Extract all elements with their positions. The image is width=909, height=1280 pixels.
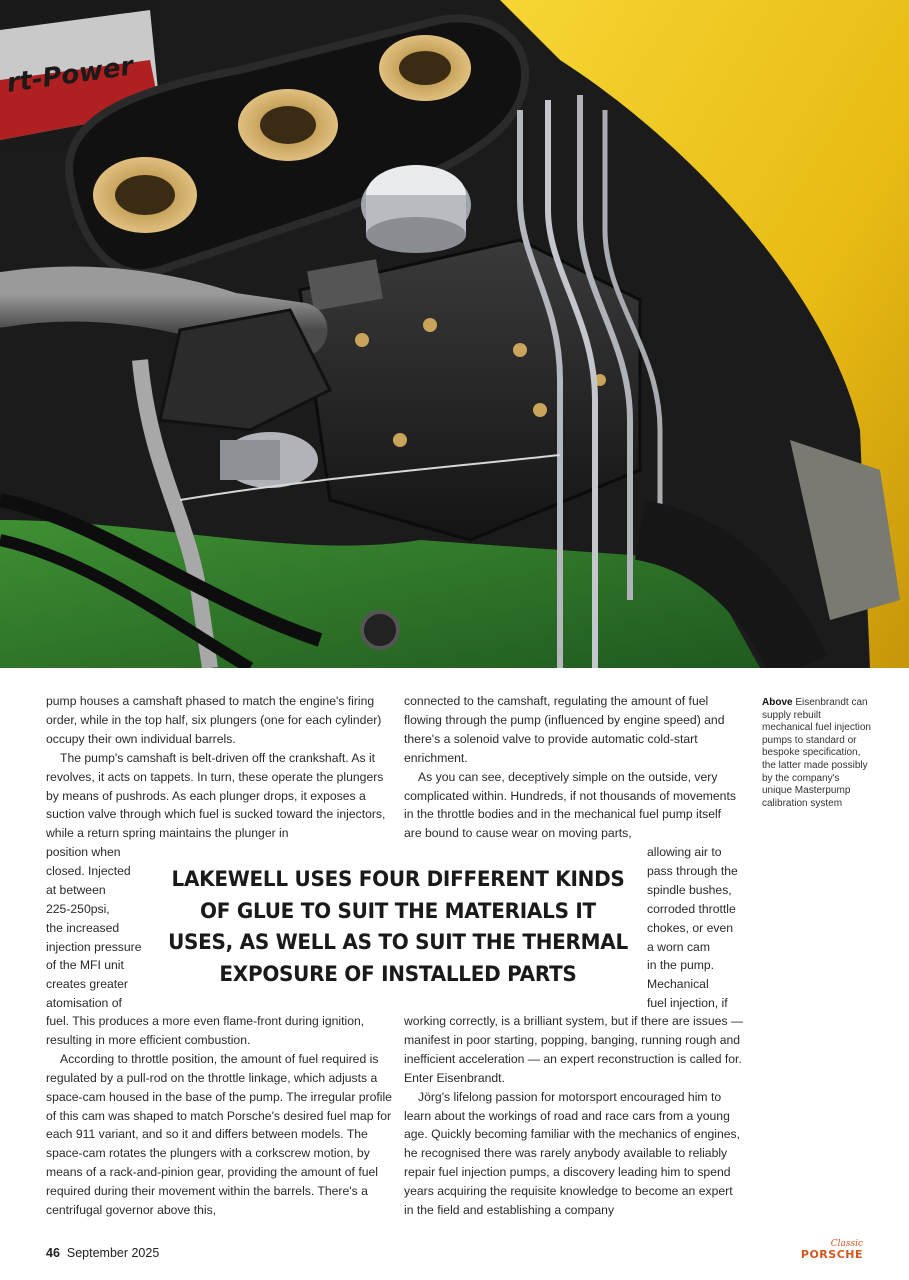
text-line: 225-250psi, <box>46 901 110 916</box>
paragraph: pump houses a camshaft phased to match the engine's firing order, while in the top half, six plungers (one for each cylinder) occupy their own individual barrels. <box>46 694 382 746</box>
body-column-right-wrap <box>647 843 747 1013</box>
paragraph: The pump's camshaft is belt-driven off the crankshaft. As it revolves, it acts on tappets. In turn, these operate the plungers by means of pushrods. As each plunger drops, it exposes a suction valve through which fuel is sucked toward the injectors, while a return spring maintains the plunger in <box>46 750 386 841</box>
page-footer <box>46 1246 159 1260</box>
text-line: allowing air to <box>647 845 722 859</box>
body-column-left-wrap <box>46 843 146 1013</box>
text-line: atomisation of <box>46 996 122 1011</box>
text-line: in the pump. <box>647 958 715 973</box>
text-line: the increased <box>46 920 120 935</box>
pull-quote: LAKEWELL USES FOUR DIFFERENT KINDS OF GLUE TO SUIT THE MATERIALS IT USES, AS WELL AS TO SUIT THE THERMAL EXPOSURE OF INSTALLED PARTS <box>168 867 628 987</box>
text-line: a worn cam <box>647 939 710 954</box>
text-line: Mechanical <box>647 977 709 992</box>
issue-date: September 2025 <box>66 1246 160 1260</box>
caption-lead: Above <box>762 697 793 708</box>
text-line: creates greater <box>46 977 128 992</box>
text-line: corroded throttle <box>647 901 736 916</box>
page-number: 46 <box>46 1246 60 1260</box>
text-line: pass through the <box>647 863 738 878</box>
magazine-logo <box>801 1240 863 1261</box>
text-line: fuel injection, if <box>647 996 728 1011</box>
photo-caption <box>762 697 872 810</box>
caption-text: Eisenbrandt can supply rebuilt mechanical fuel injection pumps to standard or bespoke specification, the latter made possibly by the company's unique Masterpump calibration system <box>762 697 871 809</box>
body-column-left-bottom <box>46 1012 392 1220</box>
text-line: injection pressure <box>46 939 142 954</box>
logo-brand: PORSCHE <box>800 1248 863 1261</box>
text-line: position when <box>46 845 121 859</box>
paragraph: fuel. This produces a more even flame-front during ignition, resulting in more efficient combustion. <box>46 1014 365 1047</box>
text-line: spindle bushes, <box>647 882 732 897</box>
body-column-right-bottom <box>404 1012 744 1220</box>
paragraph: Jörg's lifelong passion for motorsport encouraged him to learn about the workings of road and race cars from a young age. Quickly becoming familiar with the mechanics of engines, he recognised there was rarely anybody available to reliably repair fuel injection pumps, a discovery leading him to spend years acquiring the requisite knowledge to become an expert in the field and establishing a company <box>404 1089 740 1218</box>
battery-label: rt-Power <box>4 51 136 99</box>
body-column-right <box>404 692 740 843</box>
text-line: closed. Injected <box>46 863 131 878</box>
logo-script: Classic <box>830 1239 863 1249</box>
paragraph: working correctly, is a brilliant system, but if there are issues — manifest in poor starting, popping, banging, running rough and inefficient acceleration — an expert reconstruction is called for. Enter Eisenbrandt. <box>404 1014 744 1085</box>
text-line: chokes, or even <box>647 920 734 935</box>
paragraph: According to throttle position, the amount of fuel required is regulated by a pull-rod on the throttle linkage, which adjusts a space-cam housed in the base of the pump. The irregular profile of this cam was shaped to match Porsche's desired fuel map for each 911 variant, and so it and differs between models. The space-cam rotates the plungers with a corkscrew motion, by means of a rack-and-pinion gear, providing the amount of fuel required during their movement within the barrels. There's a centrifugal governor above this, <box>46 1051 392 1218</box>
text-line: at between <box>46 882 106 897</box>
paragraph: As you can see, deceptively simple on the outside, very complicated within. Hundreds, if not thousands of movements in the throttle bodies and in the mechanical fuel pump itself are bound to cause wear on moving parts, <box>404 769 736 841</box>
text-line: of the MFI unit <box>46 958 124 973</box>
body-column-left <box>46 692 392 843</box>
paragraph: connected to the camshaft, regulating the amount of fuel flowing through the pump (influenced by engine speed) and there's a solenoid valve to provide automatic cold-start enrichment. <box>404 694 725 765</box>
